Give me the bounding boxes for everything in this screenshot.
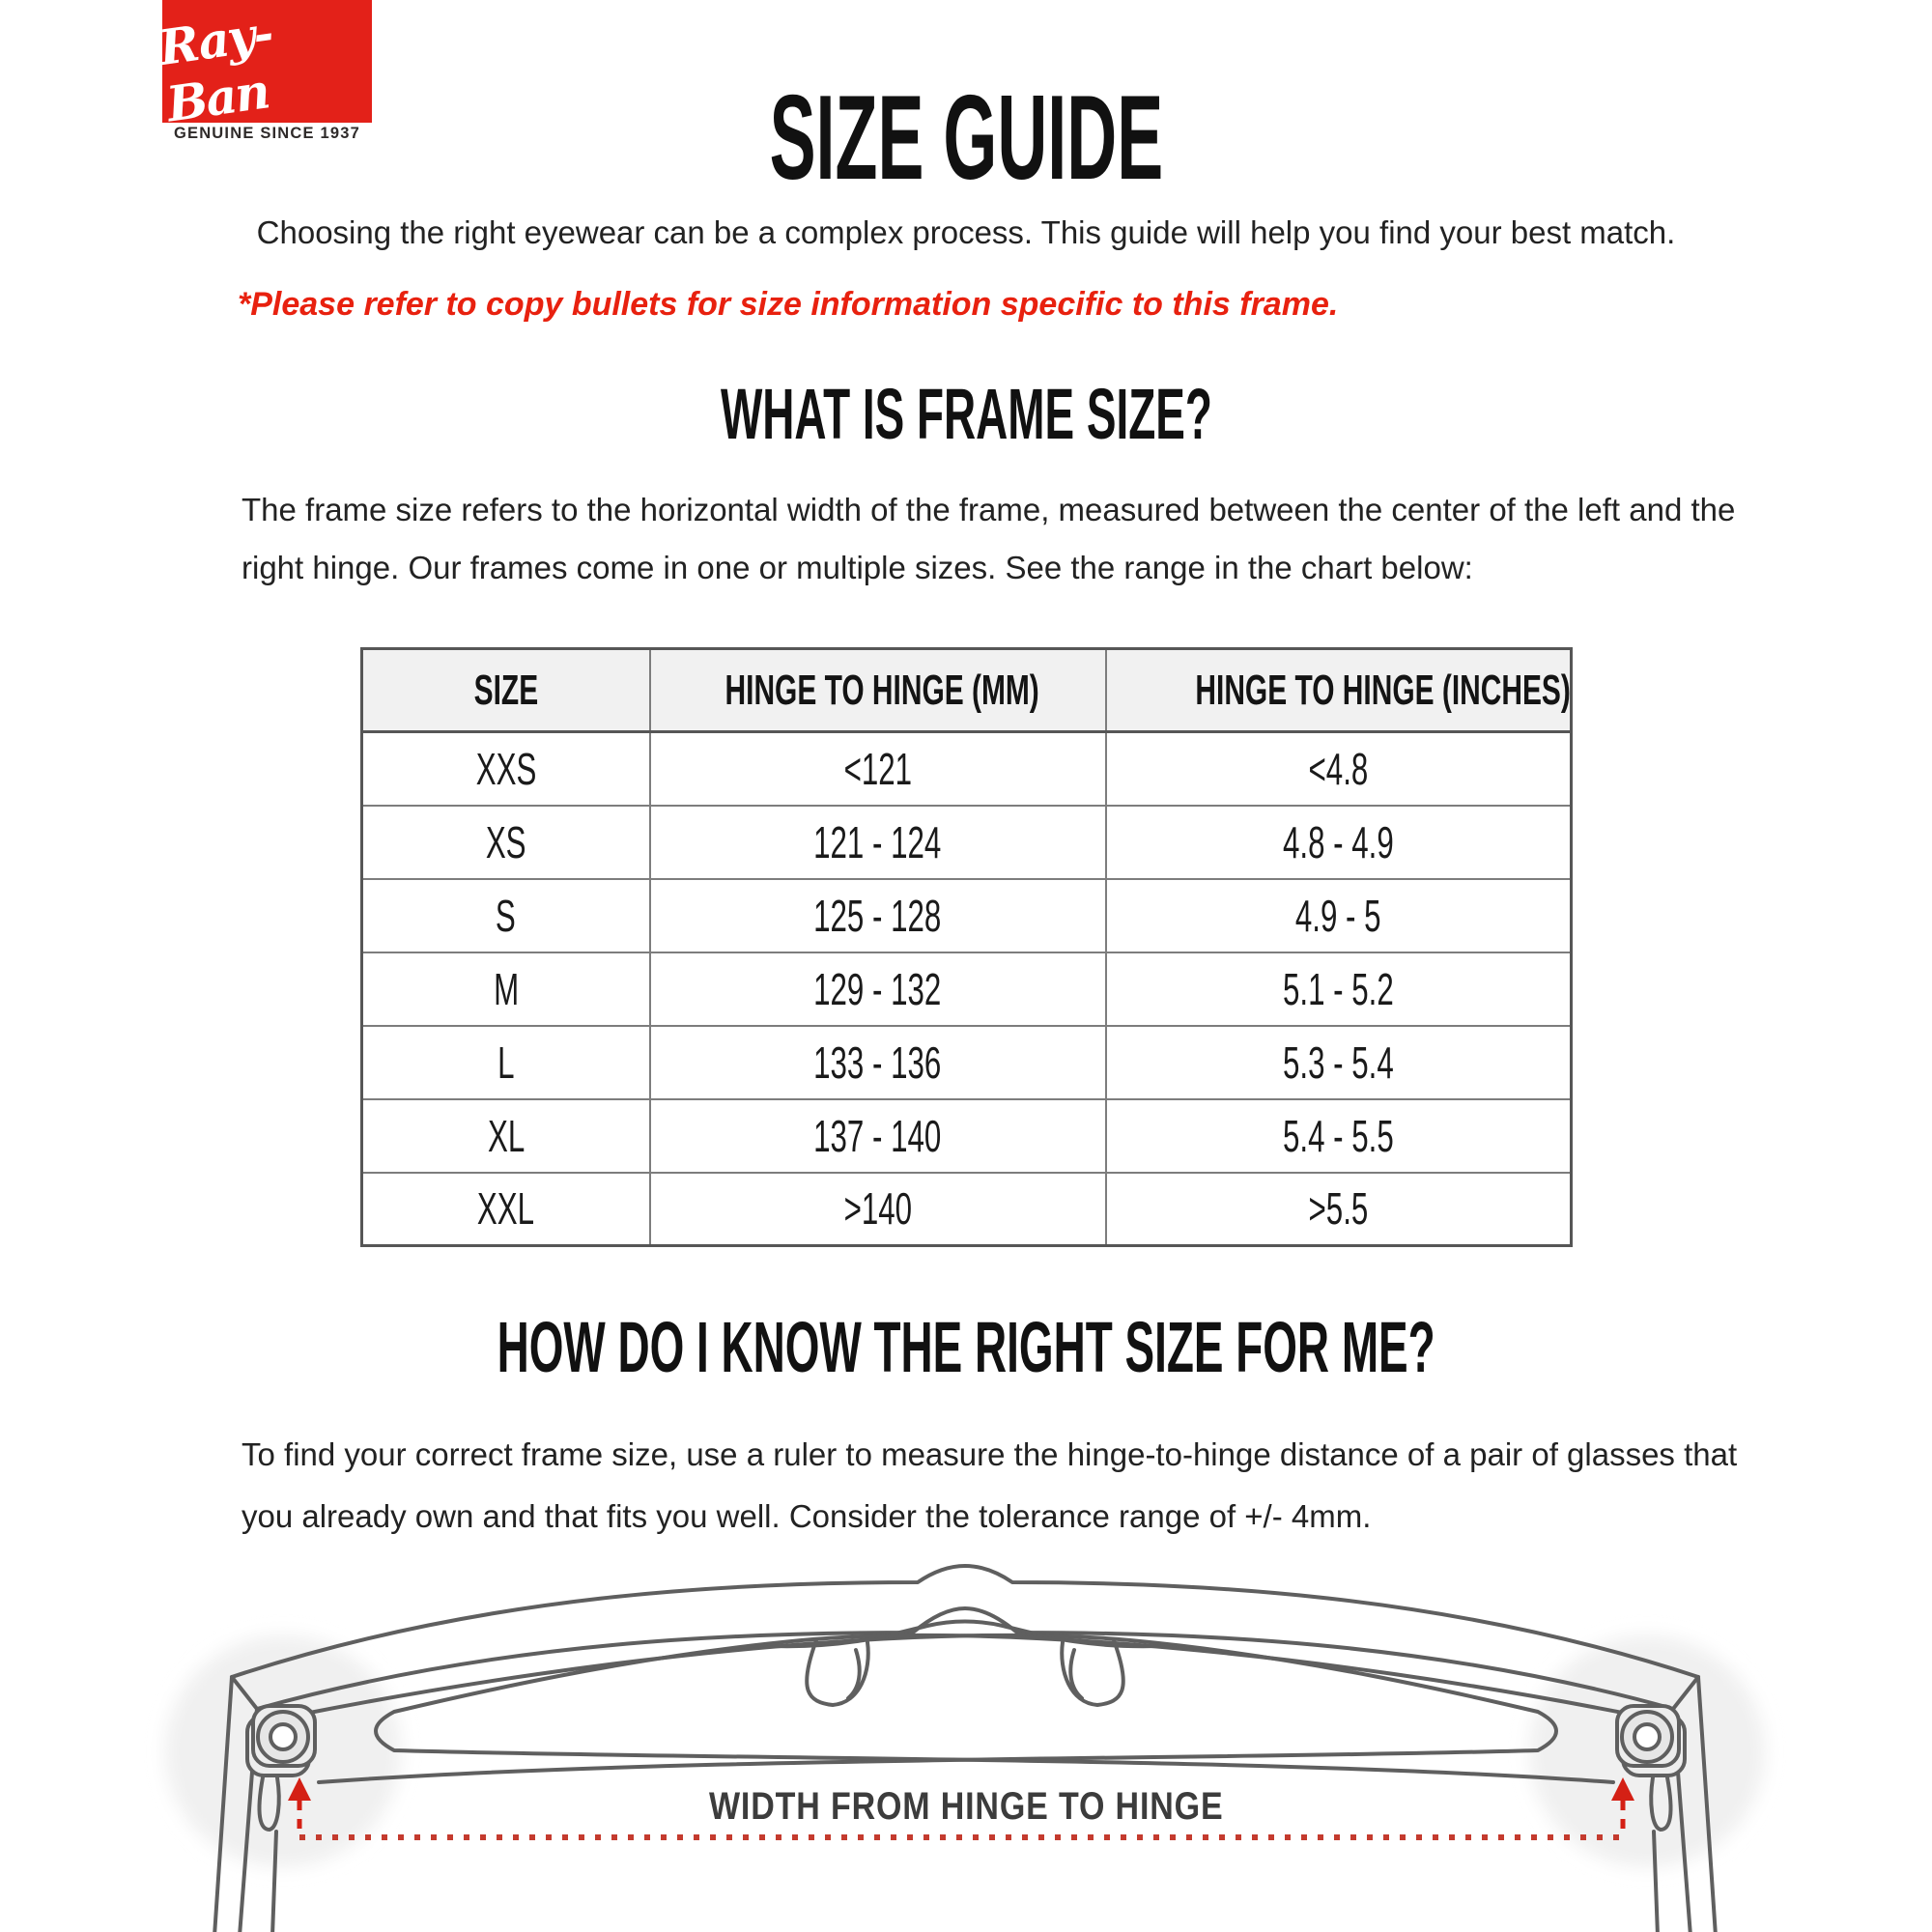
size-table-row (362, 806, 1572, 879)
size-table-column-header: SIZE (362, 649, 650, 732)
page-title: SIZE GUIDE (769, 71, 1163, 205)
size-table-cell: XXL (362, 1173, 650, 1246)
size-table-cell: 133 - 136 (650, 1026, 1106, 1099)
size-table-row (362, 879, 1572, 952)
rayban-logo-tagline: GENUINE SINCE 1937 (173, 125, 361, 142)
size-table-row (362, 1026, 1572, 1099)
right-size-heading: HOW DO I KNOW THE RIGHT SIZE FOR ME? (497, 1307, 1435, 1387)
size-table-cell: 5.1 - 5.2 (1106, 952, 1572, 1026)
rayban-logo-script: Ray-Ban (155, 3, 275, 133)
size-table-row (362, 1173, 1572, 1246)
size-table-row (362, 732, 1572, 806)
size-table-cell: 4.8 - 4.9 (1106, 806, 1572, 879)
size-table-cell: XS (362, 806, 650, 879)
size-table-cell: <4.8 (1106, 732, 1572, 806)
size-table-column-header: HINGE TO HINGE (MM) (650, 649, 1106, 732)
frame-size-paragraph: The frame size refers to the horizontal width of the frame, measured between the center of the left and the right hinge. Our frames come in one or multiple sizes. See the range in the chart below: (242, 492, 1736, 585)
size-table-column-header: HINGE TO HINGE (INCHES) (1106, 649, 1572, 732)
size-table-row (362, 952, 1572, 1026)
size-table-row (362, 1099, 1572, 1173)
size-table-wrap (360, 647, 1570, 1247)
size-table-cell: >5.5 (1106, 1173, 1572, 1246)
size-table-cell: 129 - 132 (650, 952, 1106, 1026)
size-table-cell: XXS (362, 732, 650, 806)
size-table-cell: M (362, 952, 650, 1026)
size-table-cell: 4.9 - 5 (1106, 879, 1572, 952)
glasses-line-art (214, 1566, 1716, 1932)
size-table-cell: <121 (650, 732, 1106, 806)
size-table-cell: S (362, 879, 650, 952)
size-table (360, 647, 1573, 1247)
glasses-illustration (0, 1526, 1932, 1932)
size-table-cell: 125 - 128 (650, 879, 1106, 952)
right-size-paragraph: To find your correct frame size, use a ruler to measure the hinge-to-hinge distance of a pair of glasses that you already own and that fits you well. Consider the tolerance range of +/- 4mm. (242, 1436, 1738, 1534)
size-table-cell: 137 - 140 (650, 1099, 1106, 1173)
size-table-cell: 5.3 - 5.4 (1106, 1026, 1572, 1099)
hinge-width-label: WIDTH FROM HINGE TO HINGE (708, 1785, 1224, 1828)
size-table-header-row (362, 649, 1572, 732)
intro-text: Choosing the right eyewear can be a complex process. This guide will help you find your best match. (256, 214, 1676, 250)
size-table-cell: XL (362, 1099, 650, 1173)
frame-size-heading: WHAT IS FRAME SIZE? (720, 374, 1212, 454)
size-note-text: *Please refer to copy bullets for size information specific to this frame. (238, 286, 1339, 323)
size-table-cell: 5.4 - 5.5 (1106, 1099, 1572, 1173)
size-table-cell: >140 (650, 1173, 1106, 1246)
glasses-diagram (0, 1526, 1932, 1932)
size-table-cell: L (362, 1026, 650, 1099)
size-table-cell: 121 - 124 (650, 806, 1106, 879)
